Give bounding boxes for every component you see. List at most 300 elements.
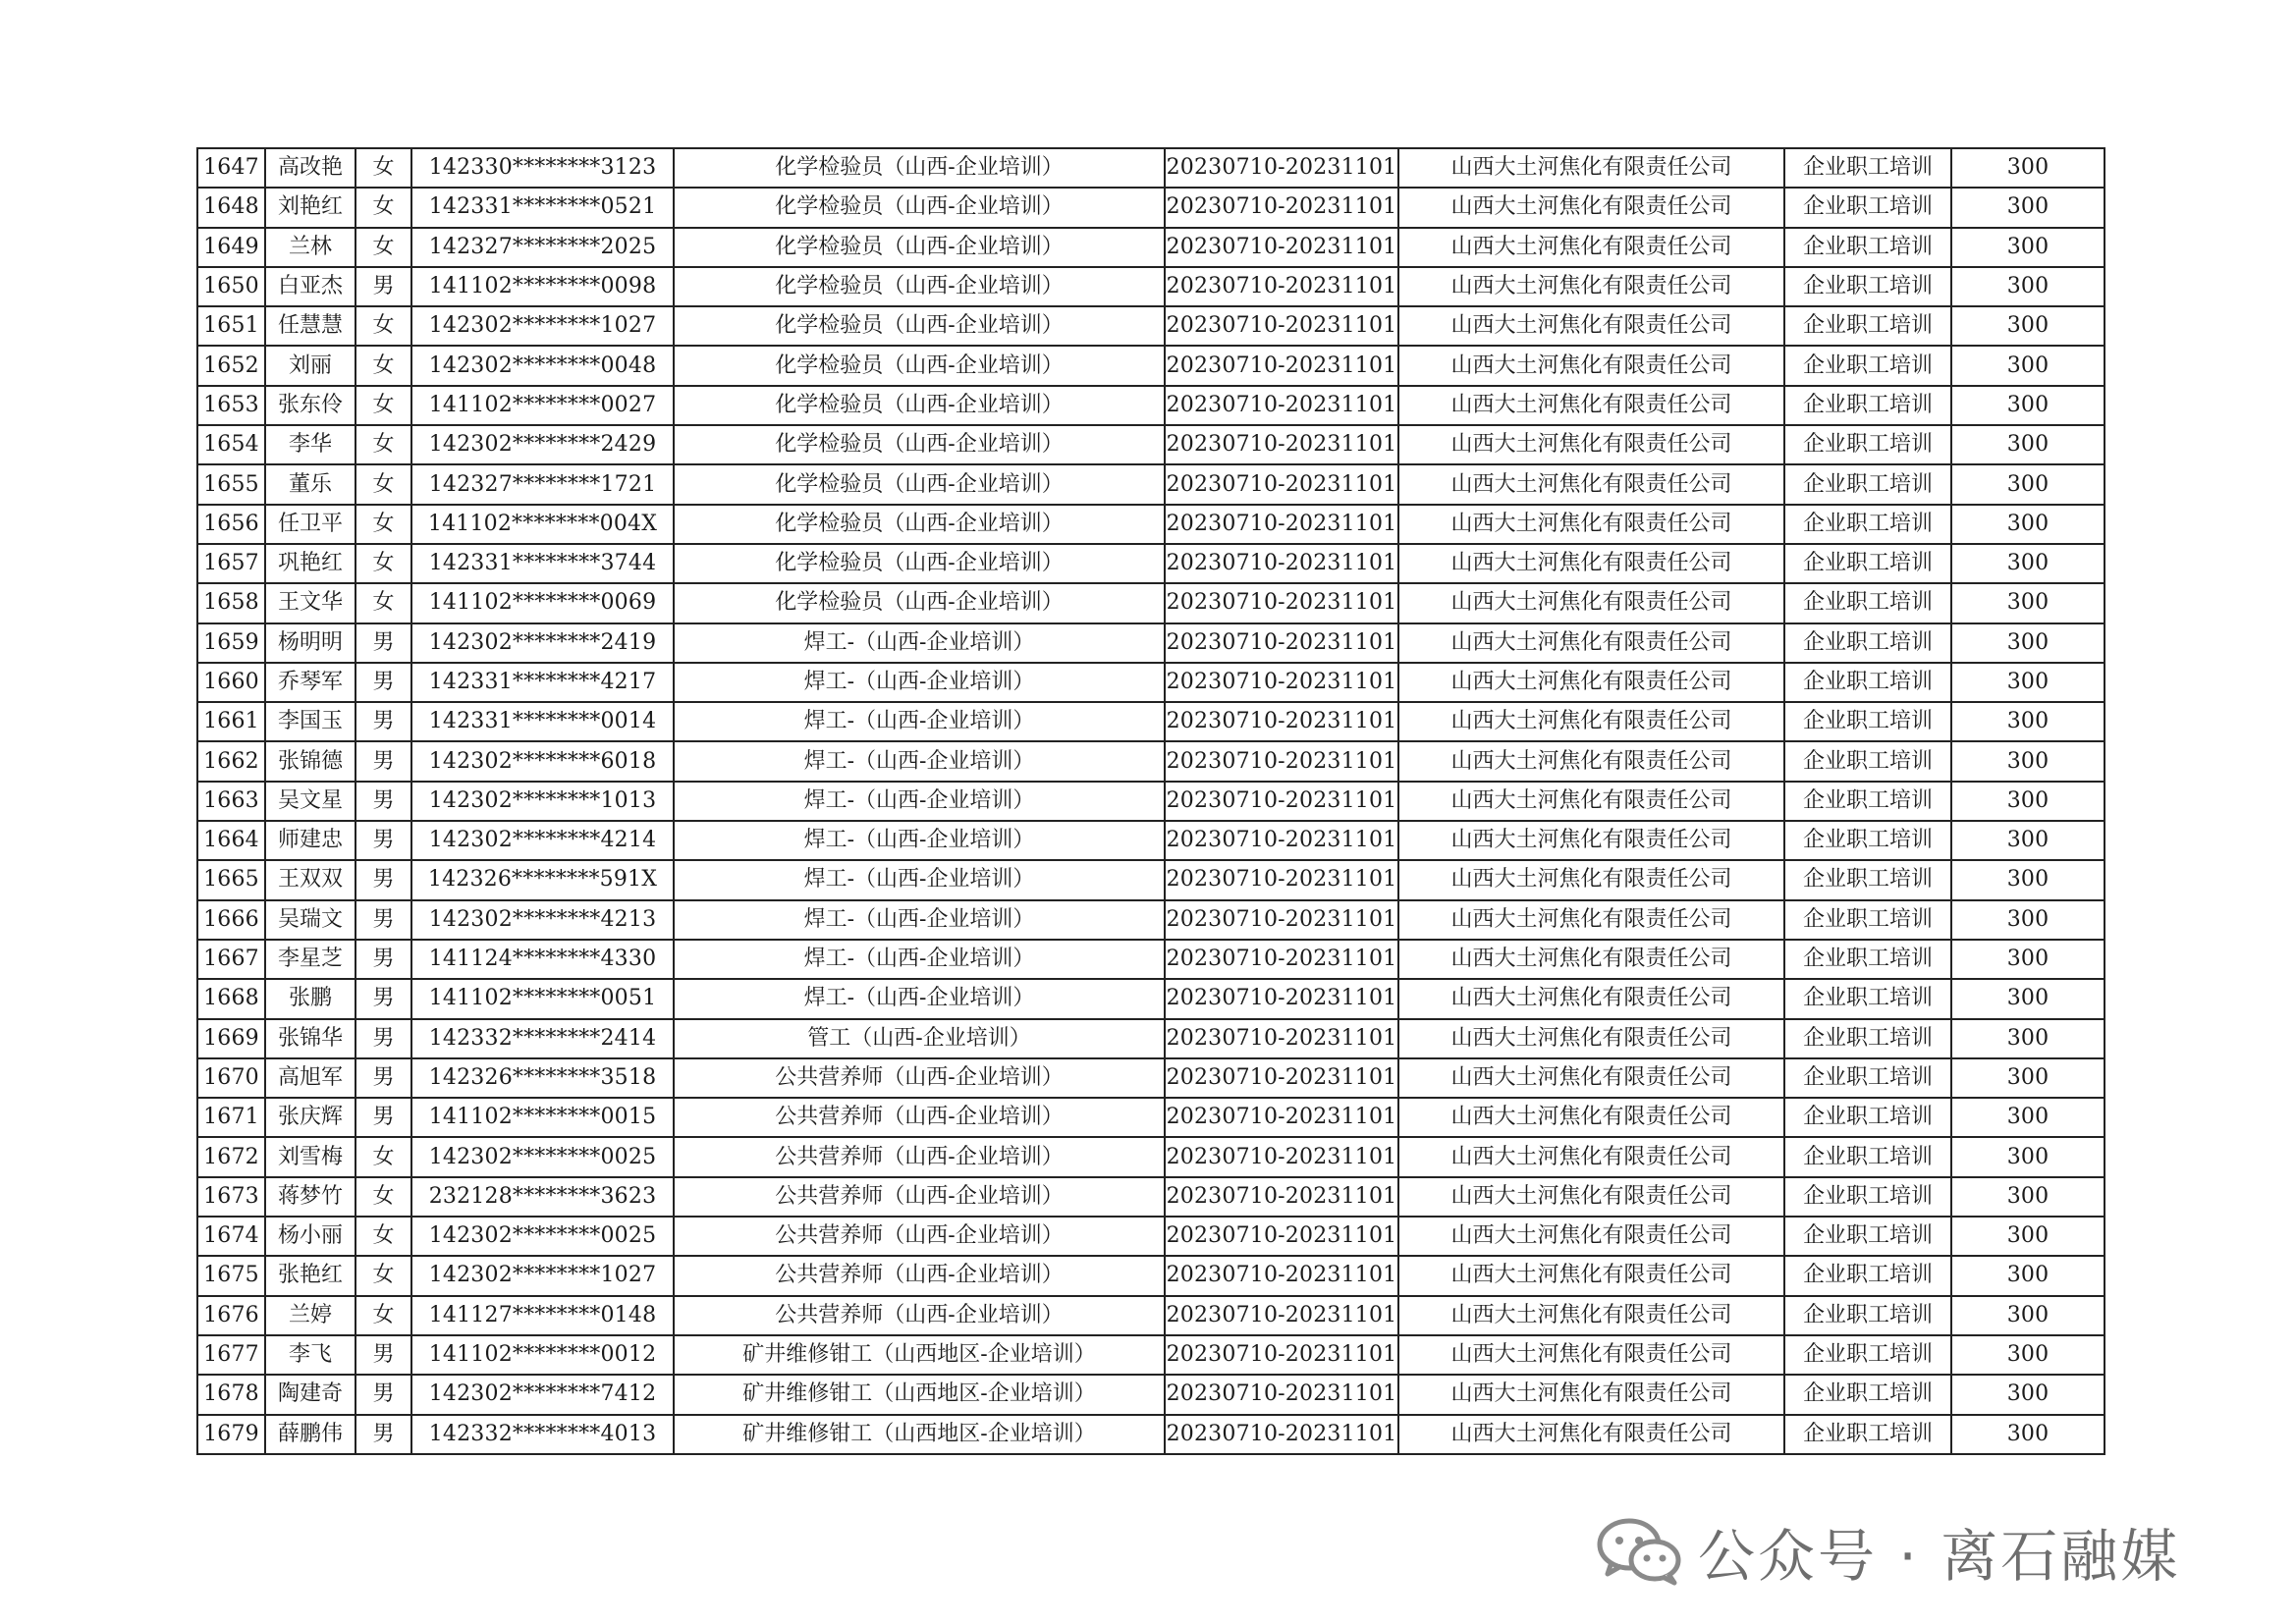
cell-gender: 女 [355,583,411,623]
table-row [197,1019,2105,1058]
cell-id-number: 142302********1027 [411,1256,674,1295]
cell-company: 山西大土河焦化有限责任公司 [1398,1335,1784,1375]
cell-period: 20230710-20231101 [1165,1256,1398,1295]
cell-id-number: 142330********3123 [411,148,674,188]
cell-id-number: 142331********3744 [411,544,674,583]
cell-name: 任慧慧 [265,306,355,346]
cell-gender: 女 [355,1256,411,1295]
cell-id-number: 142327********1721 [411,464,674,504]
cell-course: 公共营养师（山西-企业培训） [674,1098,1165,1137]
cell-company: 山西大土河焦化有限责任公司 [1398,228,1784,267]
cell-name: 董乐 [265,464,355,504]
cell-period: 20230710-20231101 [1165,623,1398,663]
cell-gender: 男 [355,860,411,899]
cell-seq-number: 1654 [197,425,265,464]
cell-seq-number: 1667 [197,940,265,979]
cell-subsidy: 300 [1951,821,2105,860]
cell-subsidy: 300 [1951,464,2105,504]
table-row [197,505,2105,544]
cell-training-type: 企业职工培训 [1784,1217,1951,1256]
cell-period: 20230710-20231101 [1165,464,1398,504]
cell-seq-number: 1663 [197,782,265,821]
cell-name: 高改艳 [265,148,355,188]
cell-training-type: 企业职工培训 [1784,267,1951,306]
cell-company: 山西大土河焦化有限责任公司 [1398,979,1784,1018]
cell-training-type: 企业职工培训 [1784,1098,1951,1137]
cell-id-number: 141124********4330 [411,940,674,979]
cell-id-number: 142302********0025 [411,1217,674,1256]
cell-name: 李国玉 [265,702,355,741]
cell-company: 山西大土河焦化有限责任公司 [1398,1098,1784,1137]
cell-course: 焊工-（山西-企业培训） [674,741,1165,781]
cell-subsidy: 300 [1951,1019,2105,1058]
cell-name: 高旭军 [265,1058,355,1098]
cell-seq-number: 1677 [197,1335,265,1375]
cell-name: 张锦德 [265,741,355,781]
cell-training-type: 企业职工培训 [1784,464,1951,504]
cell-period: 20230710-20231101 [1165,1296,1398,1335]
cell-subsidy: 300 [1951,583,2105,623]
cell-gender: 女 [355,188,411,227]
cell-period: 20230710-20231101 [1165,267,1398,306]
cell-subsidy: 300 [1951,702,2105,741]
cell-company: 山西大土河焦化有限责任公司 [1398,1256,1784,1295]
cell-gender: 男 [355,940,411,979]
cell-subsidy: 300 [1951,860,2105,899]
table-row [197,1415,2105,1454]
cell-gender: 男 [355,702,411,741]
cell-seq-number: 1648 [197,188,265,227]
cell-course: 焊工-（山西-企业培训） [674,782,1165,821]
cell-name: 张庆辉 [265,1098,355,1137]
cell-gender: 男 [355,1058,411,1098]
cell-period: 20230710-20231101 [1165,821,1398,860]
cell-gender: 男 [355,900,411,940]
cell-seq-number: 1651 [197,306,265,346]
cell-seq-number: 1670 [197,1058,265,1098]
cell-seq-number: 1672 [197,1137,265,1176]
cell-seq-number: 1650 [197,267,265,306]
cell-training-type: 企业职工培训 [1784,860,1951,899]
cell-period: 20230710-20231101 [1165,505,1398,544]
cell-gender: 男 [355,1019,411,1058]
cell-period: 20230710-20231101 [1165,148,1398,188]
cell-gender: 男 [355,267,411,306]
cell-training-type: 企业职工培训 [1784,1177,1951,1217]
cell-seq-number: 1658 [197,583,265,623]
cell-name: 蒋梦竹 [265,1177,355,1217]
cell-id-number: 142332********2414 [411,1019,674,1058]
cell-company: 山西大土河焦化有限责任公司 [1398,741,1784,781]
cell-name: 师建忠 [265,821,355,860]
cell-gender: 男 [355,1415,411,1454]
cell-seq-number: 1661 [197,702,265,741]
cell-training-type: 企业职工培训 [1784,148,1951,188]
cell-gender: 女 [355,386,411,425]
cell-course: 公共营养师（山西-企业培训） [674,1137,1165,1176]
cell-name: 张艳红 [265,1256,355,1295]
cell-gender: 男 [355,782,411,821]
cell-company: 山西大土河焦化有限责任公司 [1398,1177,1784,1217]
cell-name: 乔琴军 [265,663,355,702]
cell-training-type: 企业职工培训 [1784,425,1951,464]
cell-subsidy: 300 [1951,346,2105,385]
roster-sheet [196,147,2105,1455]
cell-period: 20230710-20231101 [1165,782,1398,821]
cell-company: 山西大土河焦化有限责任公司 [1398,1019,1784,1058]
cell-id-number: 141102********0098 [411,267,674,306]
cell-subsidy: 300 [1951,741,2105,781]
cell-course: 化学检验员（山西-企业培训） [674,267,1165,306]
cell-period: 20230710-20231101 [1165,1137,1398,1176]
table-row [197,1058,2105,1098]
cell-name: 杨明明 [265,623,355,663]
cell-subsidy: 300 [1951,1335,2105,1375]
cell-period: 20230710-20231101 [1165,425,1398,464]
table-row [197,1177,2105,1217]
cell-subsidy: 300 [1951,1058,2105,1098]
cell-training-type: 企业职工培训 [1784,544,1951,583]
cell-course: 化学检验员（山西-企业培训） [674,386,1165,425]
table-row [197,464,2105,504]
cell-seq-number: 1652 [197,346,265,385]
table-row [197,148,2105,188]
cell-company: 山西大土河焦化有限责任公司 [1398,1058,1784,1098]
cell-period: 20230710-20231101 [1165,1058,1398,1098]
cell-name: 巩艳红 [265,544,355,583]
cell-course: 化学检验员（山西-企业培训） [674,228,1165,267]
cell-name: 张鹏 [265,979,355,1018]
cell-subsidy: 300 [1951,1217,2105,1256]
table-row [197,900,2105,940]
cell-company: 山西大土河焦化有限责任公司 [1398,425,1784,464]
cell-company: 山西大土河焦化有限责任公司 [1398,623,1784,663]
cell-period: 20230710-20231101 [1165,702,1398,741]
cell-gender: 男 [355,821,411,860]
table-row [197,940,2105,979]
cell-training-type: 企业职工培训 [1784,1058,1951,1098]
cell-period: 20230710-20231101 [1165,1375,1398,1414]
cell-training-type: 企业职工培训 [1784,1019,1951,1058]
cell-course: 焊工-（山西-企业培训） [674,979,1165,1018]
cell-course: 公共营养师（山西-企业培训） [674,1058,1165,1098]
cell-gender: 男 [355,1375,411,1414]
watermark-text: 公众号 · 离石融媒 [1698,1523,2181,1590]
cell-period: 20230710-20231101 [1165,900,1398,940]
cell-seq-number: 1656 [197,505,265,544]
cell-gender: 女 [355,346,411,385]
cell-gender: 男 [355,1098,411,1137]
watermark [1596,1507,2180,1596]
cell-name: 王双双 [265,860,355,899]
cell-training-type: 企业职工培训 [1784,979,1951,1018]
cell-period: 20230710-20231101 [1165,306,1398,346]
table-row [197,267,2105,306]
cell-company: 山西大土河焦化有限责任公司 [1398,782,1784,821]
cell-training-type: 企业职工培训 [1784,1335,1951,1375]
cell-id-number: 141127********0148 [411,1296,674,1335]
cell-subsidy: 300 [1951,979,2105,1018]
cell-course: 公共营养师（山西-企业培训） [674,1256,1165,1295]
cell-name: 杨小丽 [265,1217,355,1256]
cell-subsidy: 300 [1951,148,2105,188]
cell-id-number: 142302********2419 [411,623,674,663]
cell-company: 山西大土河焦化有限责任公司 [1398,1415,1784,1454]
cell-course: 焊工-（山西-企业培训） [674,663,1165,702]
cell-period: 20230710-20231101 [1165,1019,1398,1058]
cell-period: 20230710-20231101 [1165,1415,1398,1454]
cell-name: 吴文星 [265,782,355,821]
cell-period: 20230710-20231101 [1165,228,1398,267]
cell-training-type: 企业职工培训 [1784,900,1951,940]
cell-course: 化学检验员（山西-企业培训） [674,188,1165,227]
cell-subsidy: 300 [1951,228,2105,267]
cell-period: 20230710-20231101 [1165,386,1398,425]
cell-course: 化学检验员（山西-企业培训） [674,148,1165,188]
cell-gender: 女 [355,1137,411,1176]
cell-id-number: 141102********0012 [411,1335,674,1375]
cell-id-number: 142302********4213 [411,900,674,940]
cell-seq-number: 1664 [197,821,265,860]
cell-company: 山西大土河焦化有限责任公司 [1398,188,1784,227]
cell-period: 20230710-20231101 [1165,663,1398,702]
cell-company: 山西大土河焦化有限责任公司 [1398,544,1784,583]
cell-id-number: 142331********0521 [411,188,674,227]
roster-table [196,147,2105,1455]
cell-company: 山西大土河焦化有限责任公司 [1398,148,1784,188]
cell-training-type: 企业职工培训 [1784,1375,1951,1414]
cell-training-type: 企业职工培训 [1784,1137,1951,1176]
cell-course: 矿井维修钳工（山西地区-企业培训） [674,1375,1165,1414]
cell-training-type: 企业职工培训 [1784,821,1951,860]
cell-period: 20230710-20231101 [1165,544,1398,583]
cell-seq-number: 1659 [197,623,265,663]
cell-id-number: 142326********3518 [411,1058,674,1098]
cell-seq-number: 1665 [197,860,265,899]
cell-course: 焊工-（山西-企业培训） [674,900,1165,940]
cell-course: 焊工-（山西-企业培训） [674,623,1165,663]
cell-seq-number: 1649 [197,228,265,267]
cell-company: 山西大土河焦化有限责任公司 [1398,940,1784,979]
cell-course: 焊工-（山西-企业培训） [674,860,1165,899]
cell-period: 20230710-20231101 [1165,860,1398,899]
cell-period: 20230710-20231101 [1165,346,1398,385]
cell-name: 兰林 [265,228,355,267]
table-row [197,1296,2105,1335]
table-row [197,623,2105,663]
cell-company: 山西大土河焦化有限责任公司 [1398,346,1784,385]
cell-gender: 女 [355,425,411,464]
cell-subsidy: 300 [1951,386,2105,425]
cell-subsidy: 300 [1951,900,2105,940]
cell-company: 山西大土河焦化有限责任公司 [1398,900,1784,940]
cell-course: 焊工-（山西-企业培训） [674,940,1165,979]
table-row [197,741,2105,781]
cell-training-type: 企业职工培训 [1784,505,1951,544]
cell-period: 20230710-20231101 [1165,188,1398,227]
cell-course: 焊工-（山西-企业培训） [674,821,1165,860]
cell-id-number: 142302********6018 [411,741,674,781]
cell-company: 山西大土河焦化有限责任公司 [1398,386,1784,425]
cell-subsidy: 300 [1951,267,2105,306]
cell-subsidy: 300 [1951,1256,2105,1295]
table-row [197,1256,2105,1295]
cell-gender: 男 [355,1335,411,1375]
table-row [197,1217,2105,1256]
cell-company: 山西大土河焦化有限责任公司 [1398,860,1784,899]
cell-gender: 男 [355,979,411,1018]
cell-gender: 女 [355,505,411,544]
cell-name: 刘雪梅 [265,1137,355,1176]
cell-training-type: 企业职工培训 [1784,940,1951,979]
cell-id-number: 142302********2429 [411,425,674,464]
cell-id-number: 141102********004X [411,505,674,544]
cell-company: 山西大土河焦化有限责任公司 [1398,1137,1784,1176]
cell-seq-number: 1668 [197,979,265,1018]
cell-subsidy: 300 [1951,1177,2105,1217]
cell-id-number: 142302********1027 [411,306,674,346]
cell-company: 山西大土河焦化有限责任公司 [1398,505,1784,544]
cell-gender: 男 [355,741,411,781]
cell-course: 公共营养师（山西-企业培训） [674,1296,1165,1335]
cell-company: 山西大土河焦化有限责任公司 [1398,464,1784,504]
cell-seq-number: 1676 [197,1296,265,1335]
cell-subsidy: 300 [1951,623,2105,663]
cell-training-type: 企业职工培训 [1784,583,1951,623]
cell-course: 化学检验员（山西-企业培训） [674,583,1165,623]
table-row [197,821,2105,860]
cell-name: 刘丽 [265,346,355,385]
cell-course: 公共营养师（山西-企业培训） [674,1217,1165,1256]
table-row [197,1098,2105,1137]
cell-subsidy: 300 [1951,663,2105,702]
cell-period: 20230710-20231101 [1165,1335,1398,1375]
cell-name: 李华 [265,425,355,464]
cell-subsidy: 300 [1951,1137,2105,1176]
cell-company: 山西大土河焦化有限责任公司 [1398,1296,1784,1335]
cell-id-number: 142331********0014 [411,702,674,741]
table-row [197,1375,2105,1414]
cell-course: 化学检验员（山西-企业培训） [674,425,1165,464]
cell-training-type: 企业职工培训 [1784,228,1951,267]
cell-training-type: 企业职工培训 [1784,1296,1951,1335]
table-row [197,306,2105,346]
cell-id-number: 142327********2025 [411,228,674,267]
cell-name: 白亚杰 [265,267,355,306]
cell-training-type: 企业职工培训 [1784,188,1951,227]
cell-subsidy: 300 [1951,1098,2105,1137]
cell-name: 王文华 [265,583,355,623]
cell-name: 李星芝 [265,940,355,979]
cell-training-type: 企业职工培训 [1784,306,1951,346]
cell-seq-number: 1678 [197,1375,265,1414]
cell-course: 管工（山西-企业培训） [674,1019,1165,1058]
cell-id-number: 141102********0069 [411,583,674,623]
table-row [197,188,2105,227]
cell-id-number: 142302********0025 [411,1137,674,1176]
cell-name: 张东伶 [265,386,355,425]
cell-seq-number: 1657 [197,544,265,583]
cell-training-type: 企业职工培训 [1784,1415,1951,1454]
cell-seq-number: 1671 [197,1098,265,1137]
table-row [197,782,2105,821]
roster-body [197,148,2105,1454]
cell-course: 矿井维修钳工（山西地区-企业培训） [674,1335,1165,1375]
cell-company: 山西大土河焦化有限责任公司 [1398,267,1784,306]
cell-name: 刘艳红 [265,188,355,227]
cell-seq-number: 1675 [197,1256,265,1295]
cell-subsidy: 300 [1951,188,2105,227]
cell-training-type: 企业职工培训 [1784,663,1951,702]
cell-subsidy: 300 [1951,306,2105,346]
cell-training-type: 企业职工培训 [1784,782,1951,821]
cell-company: 山西大土河焦化有限责任公司 [1398,663,1784,702]
cell-course: 化学检验员（山西-企业培训） [674,505,1165,544]
cell-seq-number: 1653 [197,386,265,425]
table-row [197,663,2105,702]
cell-id-number: 142326********591X [411,860,674,899]
cell-training-type: 企业职工培训 [1784,702,1951,741]
cell-seq-number: 1669 [197,1019,265,1058]
table-row [197,228,2105,267]
cell-name: 李飞 [265,1335,355,1375]
cell-name: 薛鹏伟 [265,1415,355,1454]
cell-period: 20230710-20231101 [1165,1217,1398,1256]
cell-id-number: 141102********0015 [411,1098,674,1137]
cell-gender: 女 [355,306,411,346]
cell-id-number: 232128********3623 [411,1177,674,1217]
table-row [197,1335,2105,1375]
cell-subsidy: 300 [1951,1296,2105,1335]
cell-id-number: 142332********4013 [411,1415,674,1454]
cell-name: 陶建奇 [265,1375,355,1414]
table-row [197,702,2105,741]
cell-subsidy: 300 [1951,1375,2105,1414]
cell-gender: 女 [355,464,411,504]
cell-id-number: 142331********4217 [411,663,674,702]
cell-gender: 男 [355,623,411,663]
cell-period: 20230710-20231101 [1165,1098,1398,1137]
cell-seq-number: 1660 [197,663,265,702]
cell-seq-number: 1662 [197,741,265,781]
cell-gender: 男 [355,663,411,702]
cell-id-number: 141102********0051 [411,979,674,1018]
cell-gender: 女 [355,1296,411,1335]
cell-course: 化学检验员（山西-企业培训） [674,346,1165,385]
table-row [197,425,2105,464]
table-row [197,979,2105,1018]
cell-seq-number: 1673 [197,1177,265,1217]
cell-company: 山西大土河焦化有限责任公司 [1398,821,1784,860]
cell-gender: 女 [355,1217,411,1256]
cell-subsidy: 300 [1951,1415,2105,1454]
cell-training-type: 企业职工培训 [1784,623,1951,663]
cell-gender: 女 [355,1177,411,1217]
cell-course: 公共营养师（山西-企业培训） [674,1177,1165,1217]
cell-training-type: 企业职工培训 [1784,741,1951,781]
cell-company: 山西大土河焦化有限责任公司 [1398,1375,1784,1414]
cell-subsidy: 300 [1951,782,2105,821]
table-row [197,583,2105,623]
cell-id-number: 142302********4214 [411,821,674,860]
cell-seq-number: 1666 [197,900,265,940]
cell-company: 山西大土河焦化有限责任公司 [1398,702,1784,741]
cell-name: 张锦华 [265,1019,355,1058]
cell-seq-number: 1674 [197,1217,265,1256]
cell-gender: 女 [355,544,411,583]
cell-company: 山西大土河焦化有限责任公司 [1398,1217,1784,1256]
cell-name: 任卫平 [265,505,355,544]
